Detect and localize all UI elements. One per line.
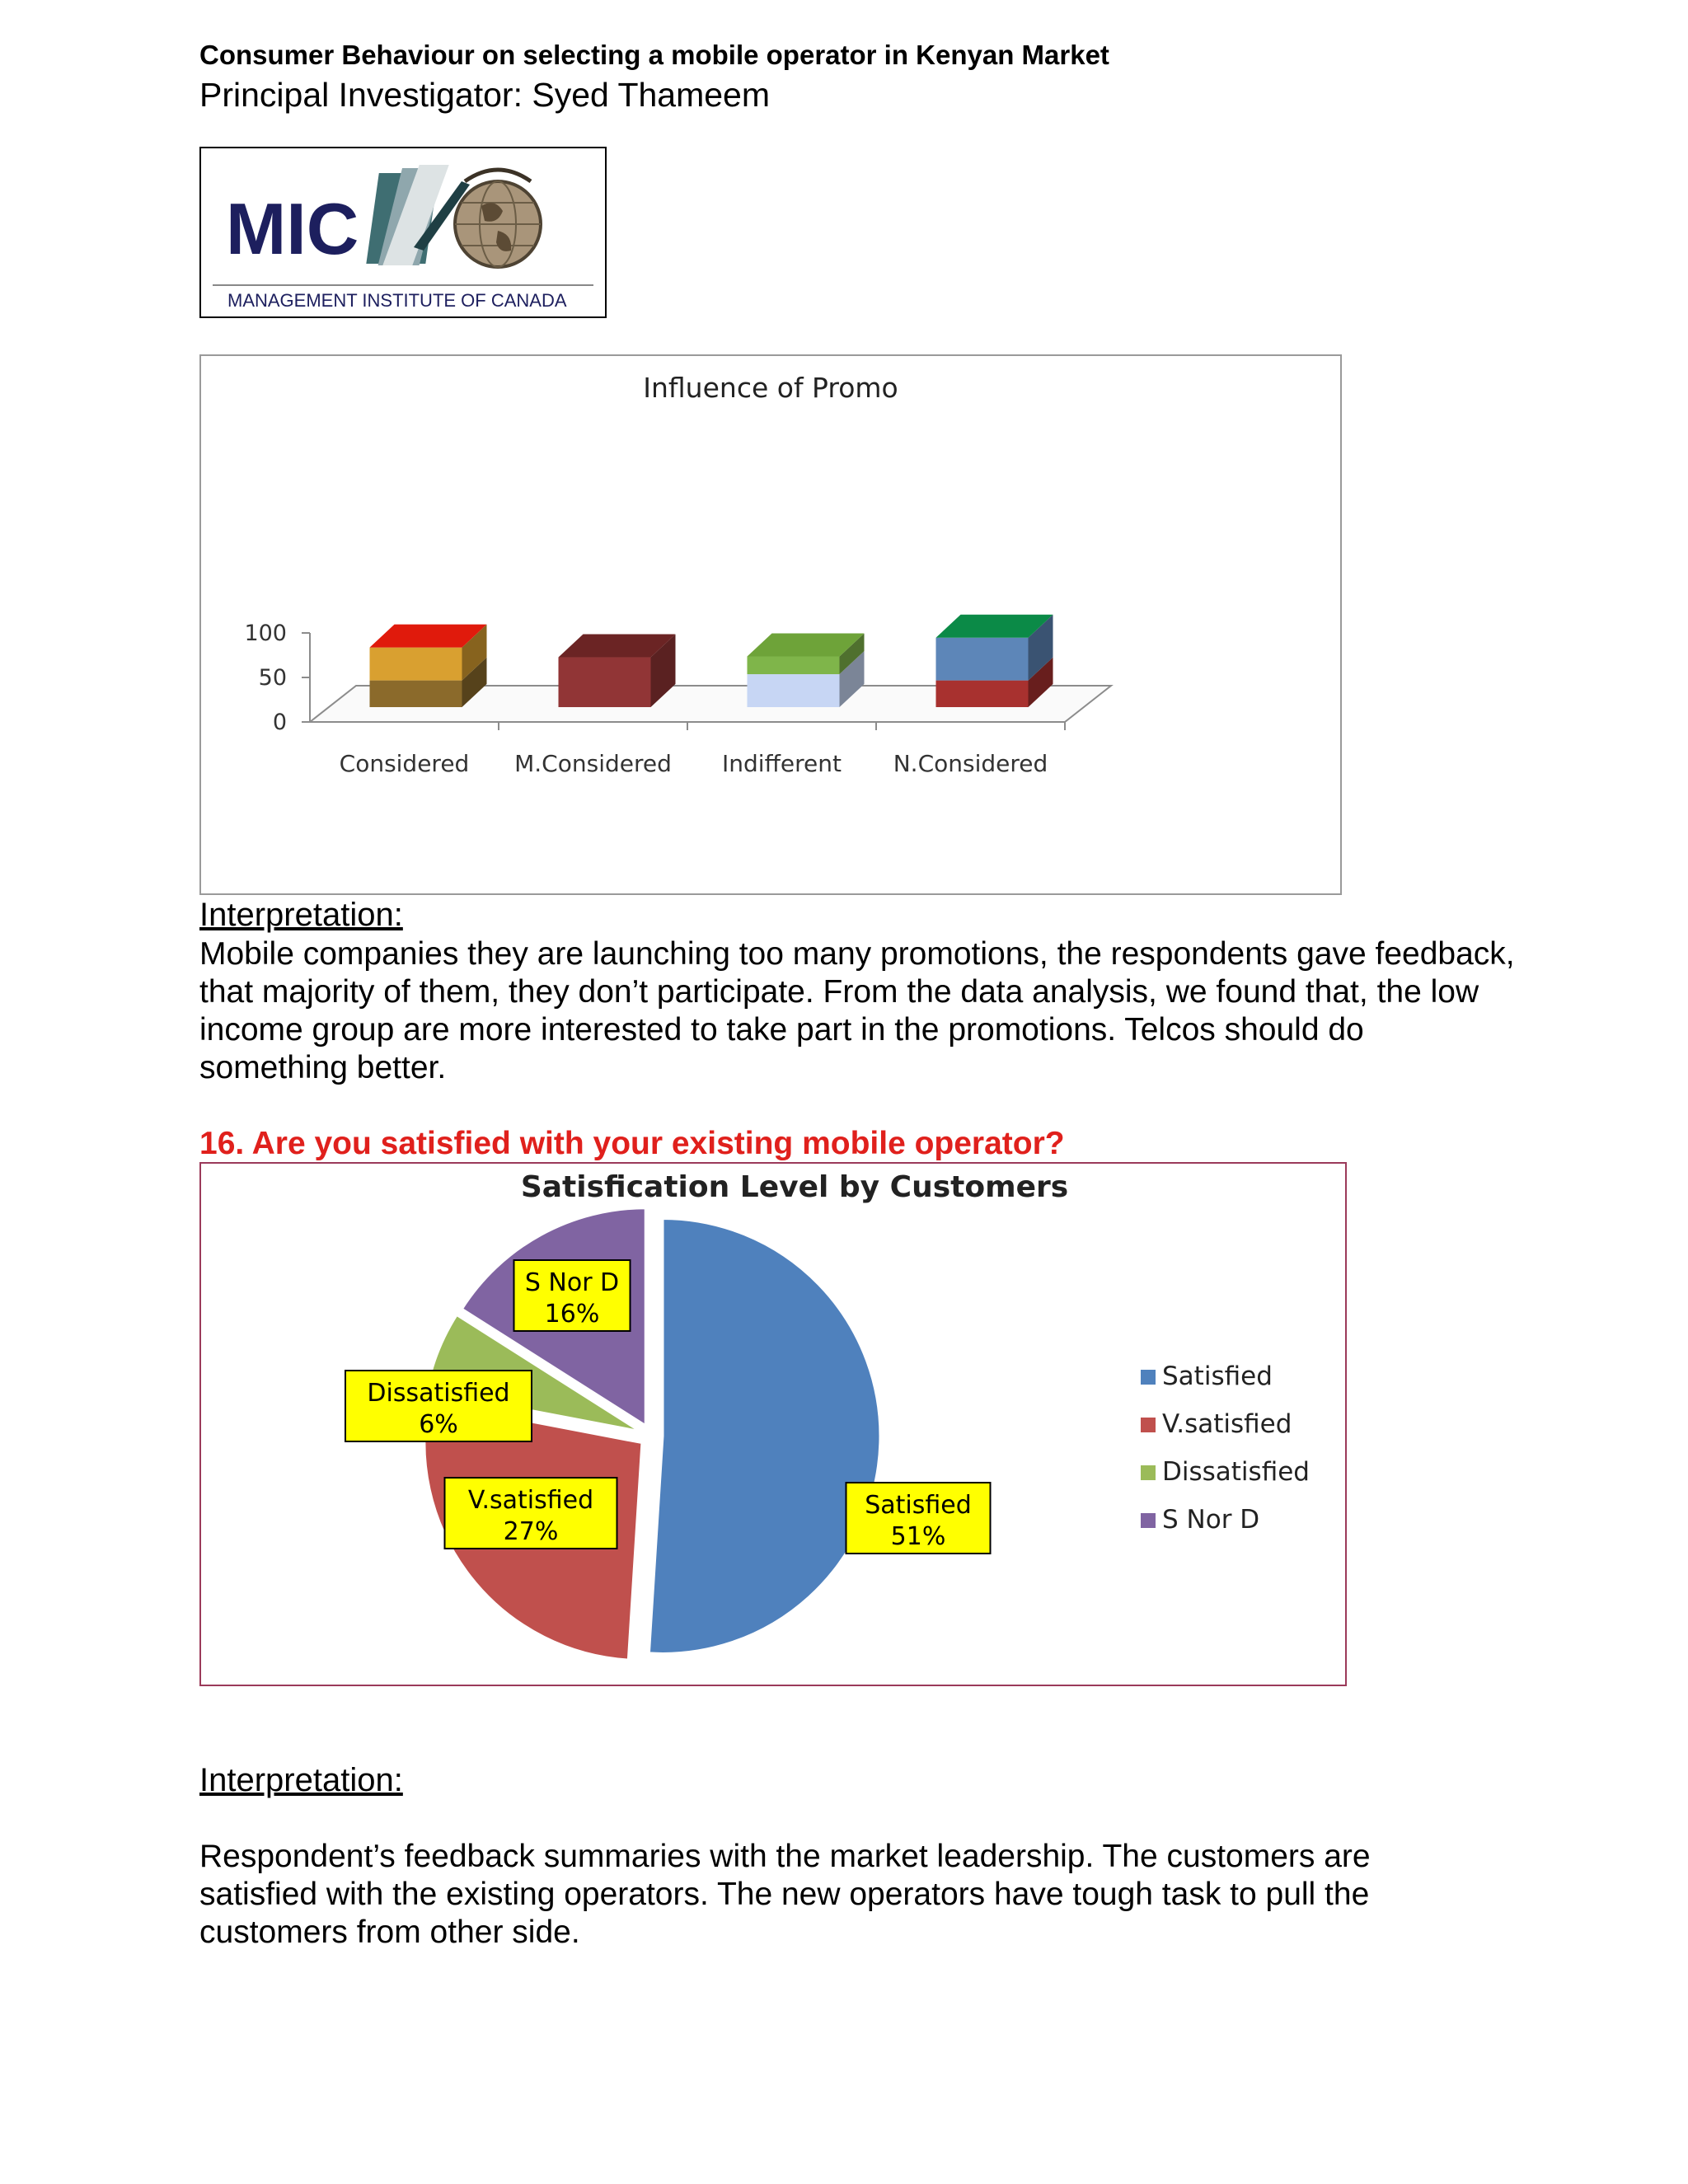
- pie-label-name: V.satisfied: [467, 1486, 594, 1515]
- bar-segment: [559, 658, 651, 707]
- legend-entry: V.satisfied: [1162, 1409, 1292, 1439]
- bar-segment: [370, 681, 462, 707]
- bar-indifferent: [748, 633, 865, 707]
- bar-n-considered: [936, 615, 1053, 707]
- pie-label-name: Satisfied: [865, 1491, 972, 1520]
- pie-slice-satisfied: [649, 1218, 990, 1653]
- pie-label-value: 51%: [890, 1522, 946, 1551]
- x-tick-label: Indifferent: [722, 750, 842, 777]
- pie-label-name: Dissatisfied: [367, 1379, 510, 1408]
- promo-chart: [199, 354, 1342, 895]
- satisfaction-chart-svg: [201, 1164, 1345, 1685]
- y-tick-label: 100: [244, 621, 287, 646]
- promo-chart-svg: [201, 356, 1340, 893]
- x-tick-label: Considered: [339, 750, 470, 777]
- pie-title: Satisfication Level by Customers: [520, 1170, 1069, 1204]
- pie-label-name: S Nor D: [524, 1268, 620, 1297]
- logo-institute-name: MANAGEMENT INSTITUTE OF CANADA: [227, 290, 567, 311]
- x-tick-label: M.Considered: [514, 750, 672, 777]
- interpretation-text-2: Respondent’s feedback summaries with the market leadership. The customers are satisfied with the existing operators. The new operators have tough task to pull the customers from other side.: [199, 1839, 1371, 1950]
- legend-swatch: [1141, 1465, 1156, 1480]
- bar-segment: [370, 648, 462, 681]
- bar-segment: [748, 656, 840, 674]
- mic-logo: [199, 147, 607, 318]
- pie-label-value: 6%: [419, 1410, 458, 1439]
- interpretation-heading-2: Interpretation:: [199, 1762, 403, 1798]
- bar-segment: [748, 674, 840, 707]
- chart-title: Influence of Promo: [643, 372, 898, 404]
- y-tick-label: 50: [258, 665, 287, 691]
- bar-considered: [370, 625, 487, 707]
- bar-m-considered: [559, 635, 676, 707]
- legend-swatch: [1141, 1370, 1156, 1385]
- legend-swatch: [1141, 1418, 1156, 1432]
- interpretation-heading: Interpretation:: [199, 897, 403, 933]
- satisfaction-chart: [199, 1162, 1347, 1686]
- logo-acronym: MIC: [226, 188, 359, 269]
- mic-logo-graphic: [201, 148, 605, 316]
- legend-swatch: [1141, 1513, 1156, 1528]
- y-tick-label: 0: [272, 710, 287, 735]
- legend-entry: S Nor D: [1162, 1505, 1260, 1535]
- question-16: 16. Are you satisfied with your existing mobile operator?: [199, 1126, 1065, 1161]
- legend-entry: Satisfied: [1162, 1361, 1273, 1391]
- pie-label-value: 16%: [544, 1300, 600, 1329]
- document-title: Consumer Behaviour on selecting a mobile operator in Kenyan Market: [199, 40, 1109, 70]
- bar-segment: [936, 681, 1029, 707]
- legend-entry: Dissatisfied: [1162, 1457, 1310, 1487]
- pie-slice: [649, 1218, 880, 1653]
- bar-segment: [936, 638, 1029, 681]
- interpretation-text: Mobile companies they are launching too many promotions, the respondents gave feedback, that majority of them, they don’t participate. From the data analysis, we found that, the low income group are more interested to take part in the promotions. Telcos should do something better.: [199, 936, 1515, 1085]
- principal-investigator: Principal Investigator: Syed Thameem: [199, 76, 771, 114]
- pie-label-value: 27%: [503, 1517, 559, 1546]
- x-tick-label: N.Considered: [893, 750, 1048, 777]
